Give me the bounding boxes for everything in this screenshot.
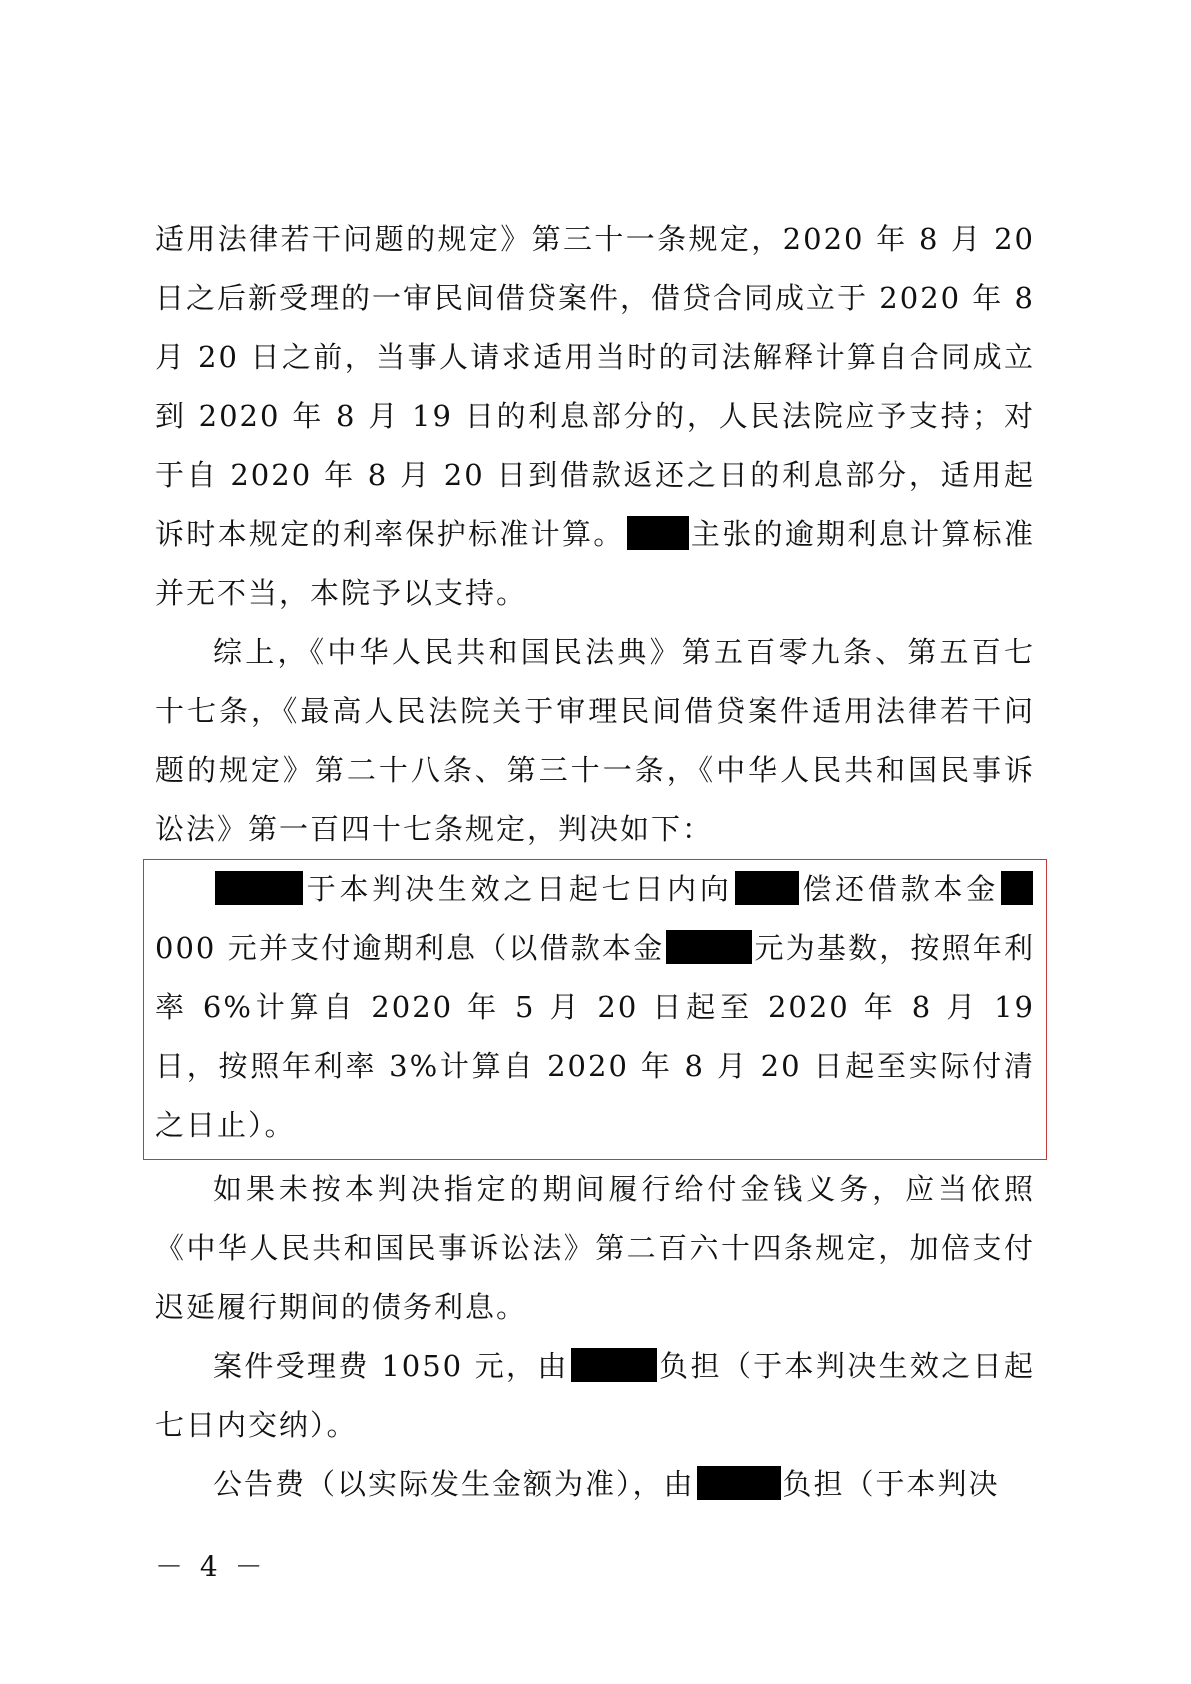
paragraph-text: 元为基数，按照年利率 6%计算自 2020 年 5 月 20 日起至 2020 年 8 月 19 日，按照年利率 3%计算自 2020 年 8 月 20 日起至实际付清之日止）。 [155,931,1035,1142]
paragraph-enforcement: 如果未按本判决指定的期间履行给付金钱义务，应当依照《中华人民共和国民事诉讼法》第二百六十四条规定，加倍支付迟延履行期间的债务利息。 [155,1172,1035,1324]
document-body [155,210,1035,1514]
verdict-highlight-box [143,859,1047,1160]
paragraph-text: 公告费（以实际发生金额为准），由 [213,1467,695,1501]
paragraph-text: 适用法律若干问题的规定》第三十一条规定，2020 年 8 月 20 日之后新受理的一审民间借贷案件，借贷合同成立于 2020 年 8 月 20 日之前，当事人请求适用当时的司法解释计算自合同成立到 2020 年 8 月 19 日的利息部分的，人民法院应予支持；对于自 2020 年 8 月 20 日到借款返还之日的利息部分，适用起诉时本规定的利率保护标准计算。 [155,222,1035,551]
page-number: － 4 － [155,1550,267,1583]
redacted-name [735,871,799,905]
redacted-amount [1001,871,1033,905]
redacted-name [697,1466,781,1500]
paragraph-text: 于本判决生效之日起七日内向 [305,872,733,906]
paragraph-summary: 综上，《中华人民共和国民法典》第五百零九条、第五百七十七条，《最高人民法院关于审理民间借贷案件适用法律若干问题的规定》第二十八条、第三十一条，《中华人民共和国民事诉讼法》第一百四十七条规定，判决如下： [155,635,1035,846]
paragraph-text: 偿还借款本金 [800,872,999,906]
redacted-name [215,871,303,905]
paragraph-text: 000 元并支付逾期利息（以借款本金 [155,931,665,965]
paragraph-text: 负担（于本判决 [782,1467,1000,1501]
paragraph-case-fee [155,1337,1035,1455]
paragraph-legal-basis [155,210,1035,623]
paragraph-verdict [155,860,1035,1155]
redacted-name [627,516,689,550]
paragraph-text: 负担（于本判决生效之日起七日内交纳）。 [155,1349,1035,1442]
paragraph-text: 案件受理费 1050 元，由 [213,1349,569,1383]
redacted-name [571,1348,657,1382]
paragraph-text: 主张的逾期利息计算标准并无不当，本院予以支持。 [155,517,1035,610]
redacted-amount [666,930,752,964]
paragraph-announcement-fee [155,1455,1035,1514]
